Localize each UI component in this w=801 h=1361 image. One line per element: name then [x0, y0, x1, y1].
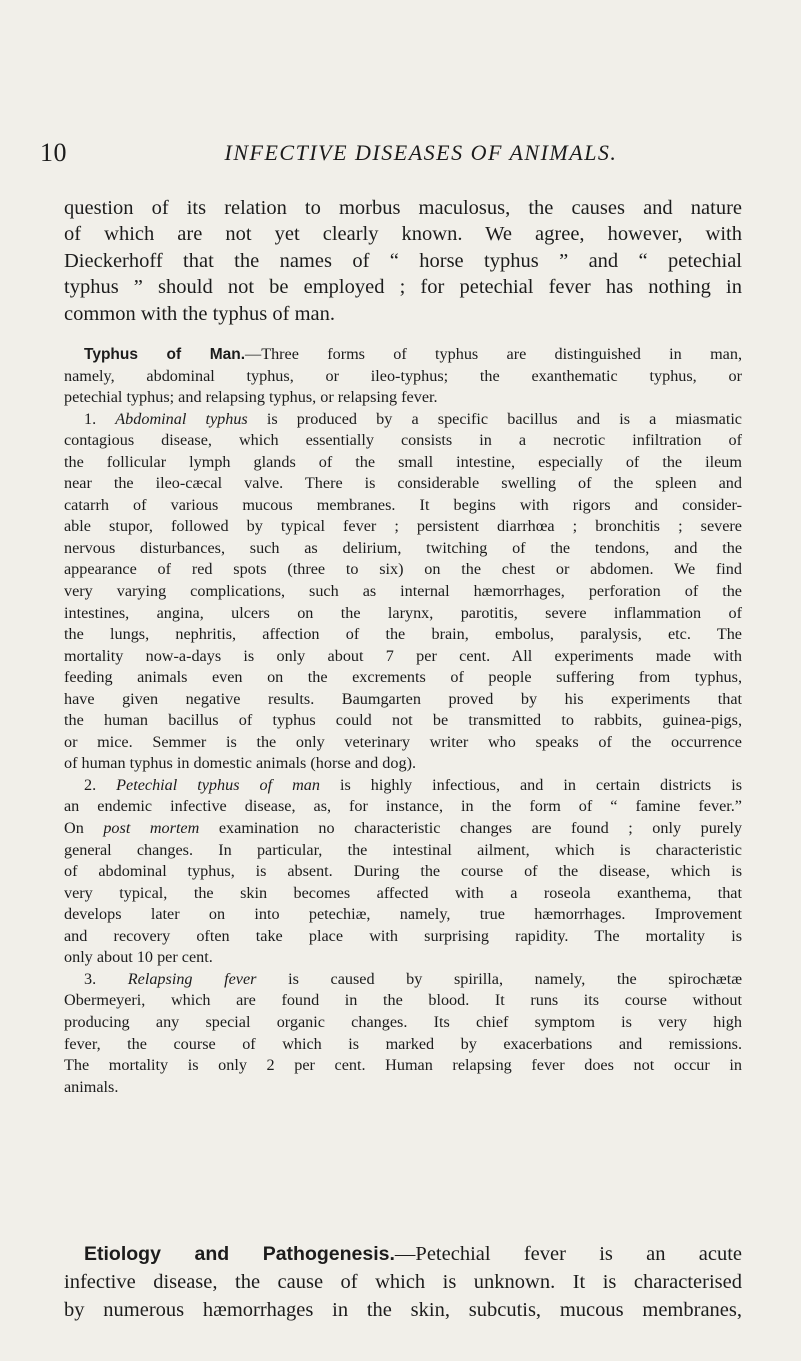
text-line: infective disease, the cause of which is unknown. It is characterised: [64, 1271, 742, 1293]
text-line: only about 10 per cent.: [64, 948, 213, 967]
text-line: the human bacillus of typhus could not be transmitted to rabbits, guinea-pigs,: [64, 711, 742, 730]
text-line: petechial typhus; and relapsing typhus, or relapsing fever.: [64, 388, 438, 407]
page-number: 10: [40, 138, 67, 167]
text-line: On post mortem examination no characteristic changes are found ; only purely: [64, 819, 742, 838]
term-italic: post mortem: [103, 819, 200, 838]
text-line: question of its relation to morbus maculosus, the causes and nature: [64, 197, 742, 219]
section-heading: Typhus of Man.: [84, 346, 245, 363]
text-line: of abdominal typhus, is absent. During the course of the disease, which is: [64, 862, 742, 881]
text-line: very varying complications, such as internal hæmorrhages, perforation of the: [64, 582, 742, 601]
running-title: INFECTIVE DISEASES OF ANIMALS.: [224, 140, 618, 165]
text-line: mortality now-a-days is only about 7 per cent. All experiments made with: [64, 646, 742, 665]
text-line: and recovery often take place with surprising rapidity. The mortality is: [64, 926, 742, 945]
text-line: have given negative results. Baumgarten proved by his experiments that: [64, 689, 742, 708]
text-line: nervous disturbances, such as delirium, twitching of the tendons, and the: [64, 538, 742, 557]
text-line: namely, abdominal typhus, or ileo-typhus; the exanthematic typhus, or: [64, 366, 742, 385]
etiology-paragraph: [64, 1240, 742, 1324]
page-header: [40, 138, 752, 170]
text-line: able stupor, followed by typical fever ; persistent diarrhœa ; bronchitis ; severe: [64, 517, 742, 536]
text-line: feeding animals even on the excrements of people suffering from typhus,: [64, 668, 742, 687]
text-line: near the ileo-cæcal valve. There is considerable swelling of the spleen and: [64, 474, 742, 493]
text-line: very typical, the skin becomes affected with a roseola exanthema, that: [64, 883, 742, 902]
text-line: contagious disease, which essentially consists in a necrotic infiltration of: [64, 431, 742, 450]
text-line: Obermeyeri, which are found in the blood. It runs its course without: [64, 991, 742, 1010]
text-line: appearance of red spots (three to six) on the chest or abdomen. We find: [64, 560, 742, 579]
text-line: by numerous hæmorrhages in the skin, subcutis, mucous membranes,: [64, 1299, 742, 1321]
section-heading-line: Typhus of Man.—Three forms of typhus are distinguished in man,: [84, 345, 742, 363]
term-italic: Petechial typhus of man: [116, 775, 320, 794]
text-line: producing any special organic changes. Its chief symptom is very high: [64, 1012, 742, 1031]
text-line: common with the typhus of man.: [64, 302, 336, 325]
text-line: of human typhus in domestic animals (horse and dog).: [64, 754, 417, 773]
term-italic: Relapsing fever: [127, 969, 257, 988]
etiology-heading-line: Etiology and Pathogenesis.—Petechial fever is an acute: [84, 1243, 743, 1265]
text-line: develops later on into petechiæ, namely, true hæmorrhages. Improvement: [64, 905, 742, 924]
section-heading: Etiology and Pathogenesis.: [84, 1243, 395, 1265]
text-line: or mice. Semmer is the only veterinary writer who speaks of the occurrence: [64, 732, 742, 751]
text-line: Dieckerhoff that the names of “ horse typhus ” and “ petechial: [64, 249, 742, 272]
text-line: The mortality is only 2 per cent. Human relapsing fever does not occur in: [64, 1056, 742, 1075]
relapsing-fever-line: 3. Relapsing fever is caused by spirilla, namely, the spirochætæ: [84, 969, 743, 988]
text-line: intestines, angina, ulcers on the larynx, parotitis, severe inflammation of: [64, 603, 742, 622]
intro-paragraph: [64, 195, 742, 327]
text-line: the lungs, nephritis, affection of the brain, embolus, paralysis, etc. The: [64, 625, 742, 644]
text-line: an endemic infective disease, as, for instance, in the form of “ famine fever.”: [64, 797, 742, 816]
petechial-typhus-line: 2. Petechial typhus of man is highly infectious, and in certain districts is: [84, 775, 742, 794]
text-line: of which are not yet clearly known. We agree, however, with: [64, 223, 742, 246]
text-line: general changes. In particular, the intestinal ailment, which is characteristic: [64, 840, 742, 859]
text-line: fever, the course of which is marked by exacerbations and remissions.: [64, 1034, 742, 1053]
text-line: animals.: [64, 1077, 119, 1096]
text-line: catarrh of various mucous membranes. It begins with rigors and consider-: [64, 495, 742, 514]
typhus-of-man-section: [64, 344, 742, 1098]
term-italic: Abdominal typhus: [115, 409, 248, 428]
text-line: typhus ” should not be employed ; for petechial fever has nothing in: [64, 276, 742, 299]
abdominal-typhus-line: 1. Abdominal typhus is produced by a specific bacillus and is a miasmatic: [84, 409, 742, 428]
text-line: the follicular lymph glands of the small intestine, especially of the ileum: [64, 452, 742, 471]
